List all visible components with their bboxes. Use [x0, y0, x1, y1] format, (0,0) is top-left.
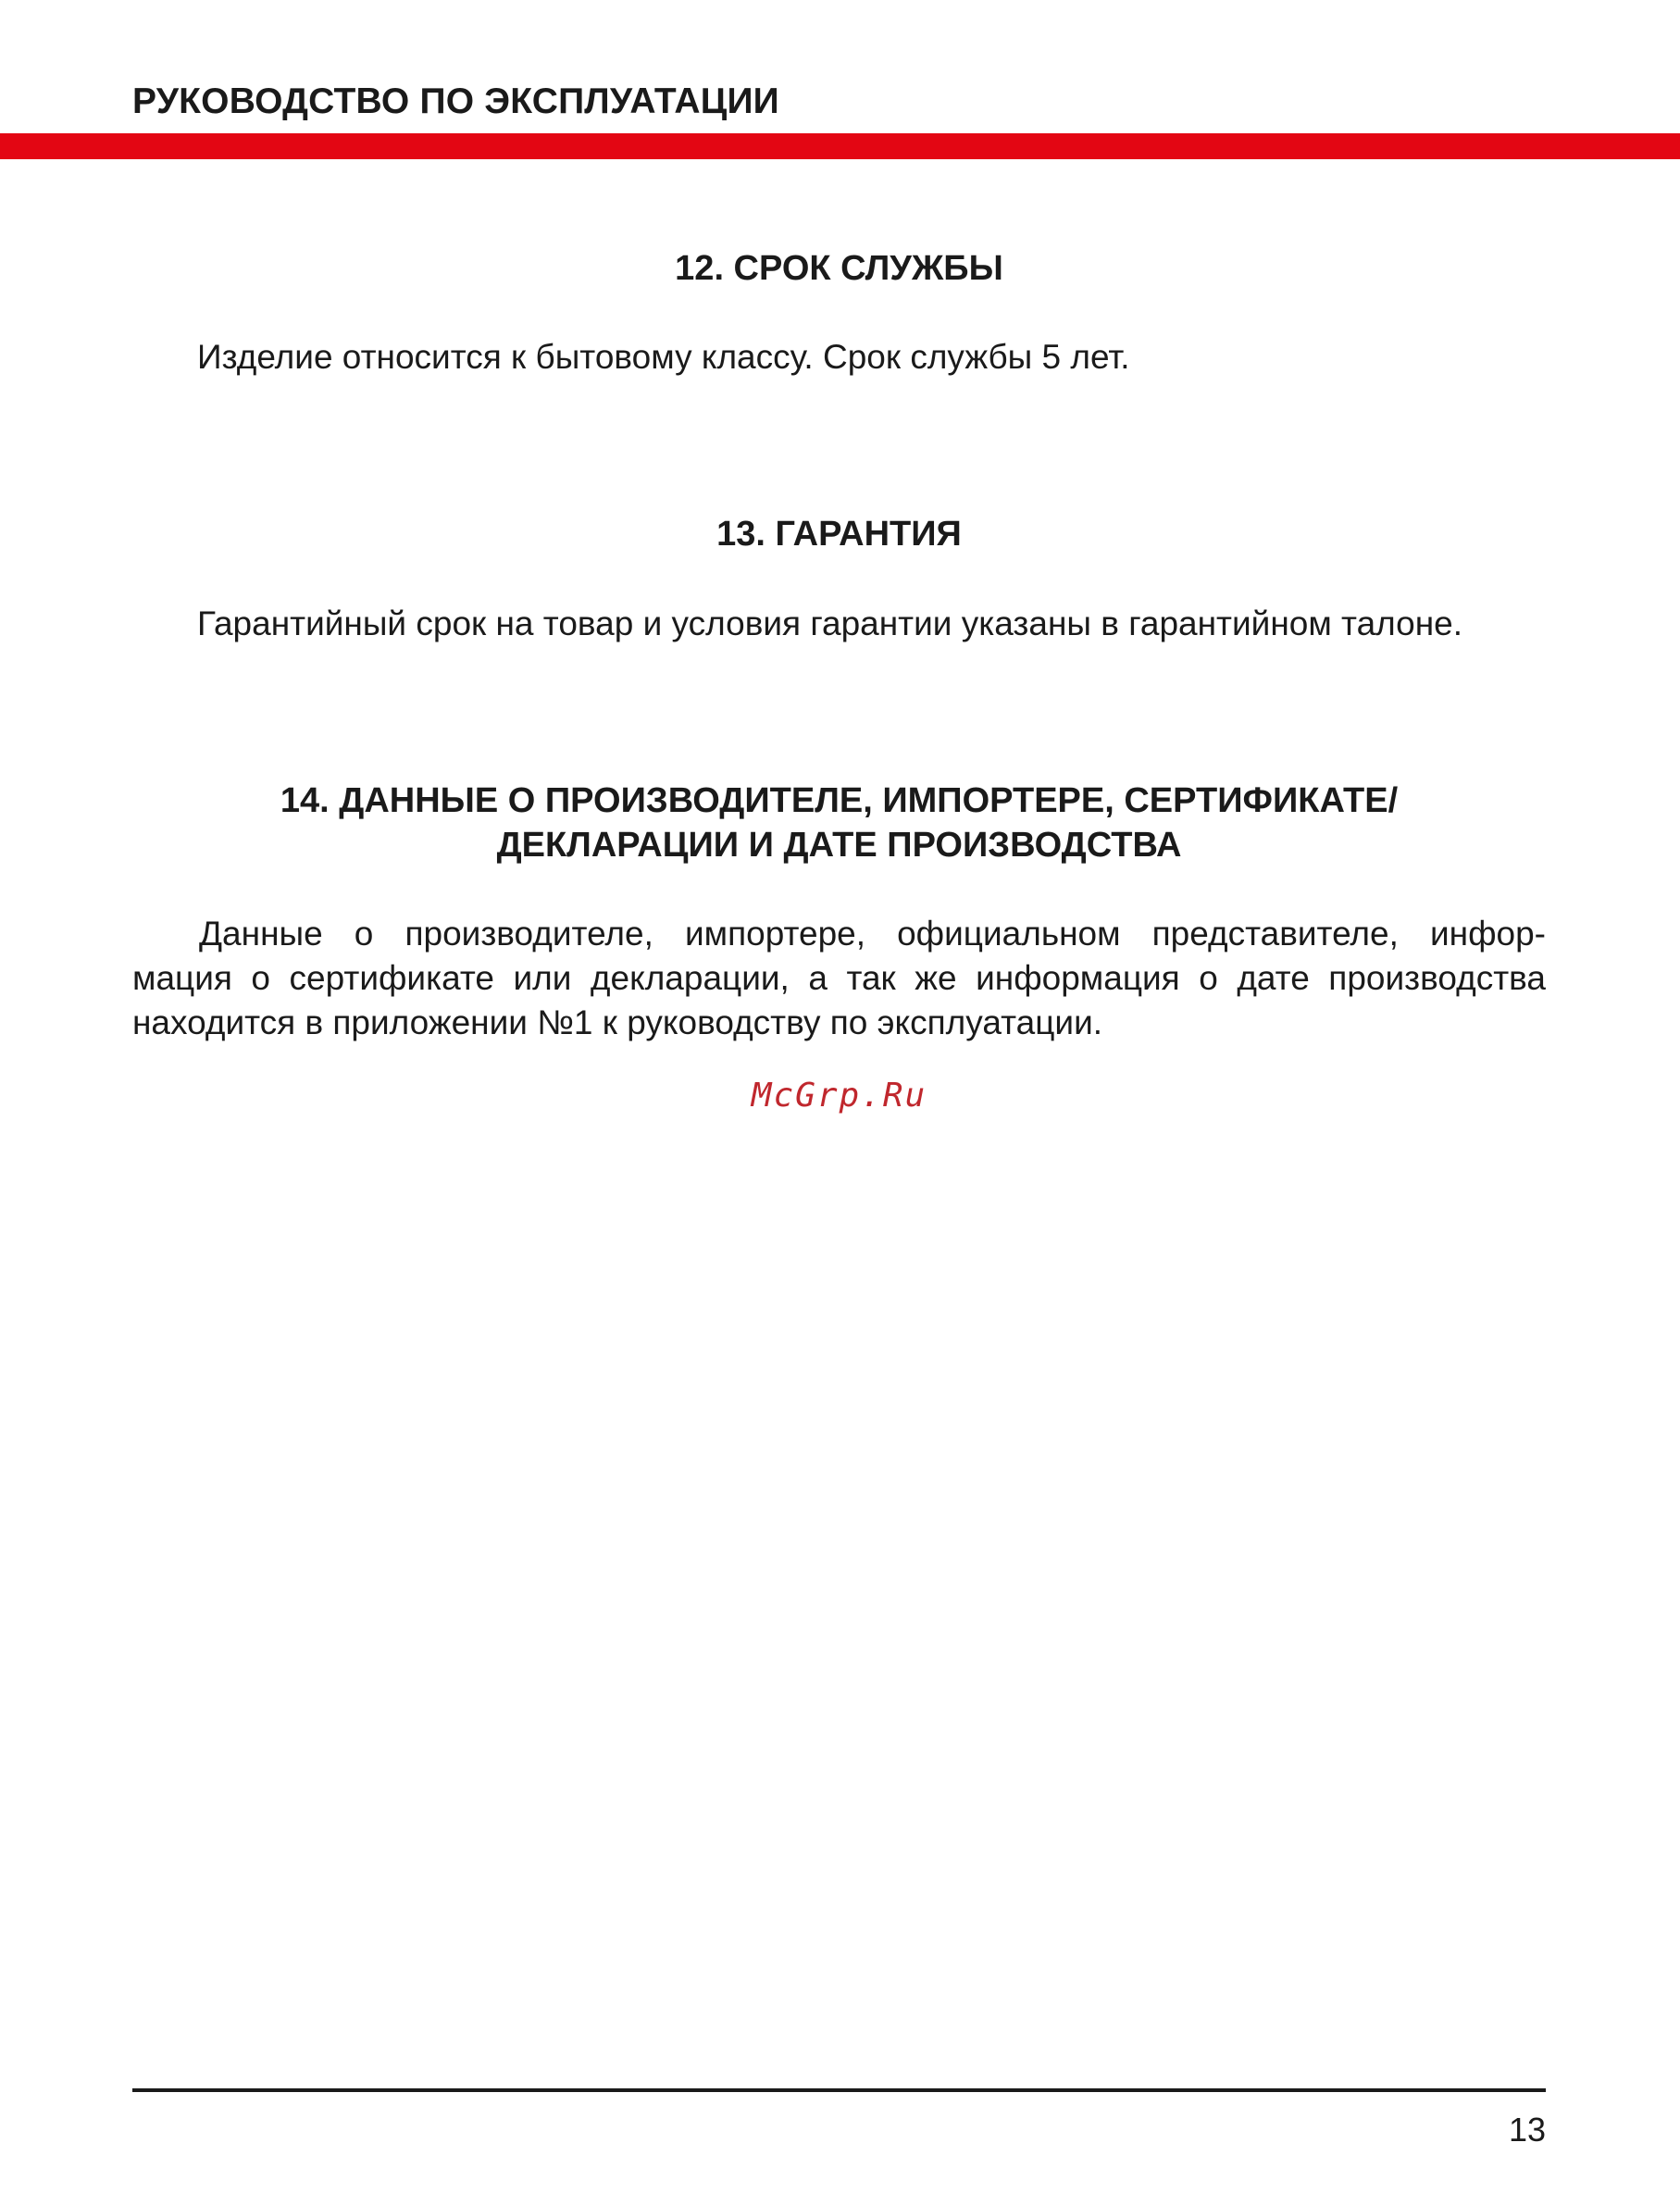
section-13-text: Гарантийный срок на товар и условия гарантии указаны в гарантийном талоне. — [197, 604, 1463, 642]
section-13-heading: 13. ГАРАНТИЯ — [716, 515, 962, 554]
paragraph-line: находится в приложении №1 к руководству по эксплуатации. — [132, 1003, 1103, 1041]
section-14-heading-line-1: 14. ДАННЫЕ О ПРОИЗВОДИТЕЛЕ, ИМПОРТЕРЕ, СЕРТИФИКАТЕ/ — [280, 781, 1399, 820]
paragraph-line: Данные о производителе, импортере, официальном представителе, инфор- — [199, 915, 1546, 953]
footer-divider — [132, 2088, 1546, 2092]
section-14-paragraph — [132, 912, 1546, 1045]
section-14-heading — [132, 779, 1546, 867]
page-number: 13 — [1508, 2111, 1546, 2149]
section-12-heading: 12. СРОК СЛУЖБЫ — [675, 249, 1003, 288]
paragraph-line: мация о сертификате или декларации, а так же информация о дате производства — [132, 959, 1546, 997]
section-12-text: Изделие относится к бытовому классу. Срок службы 5 лет. — [197, 338, 1130, 376]
page-header-title: РУКОВОДСТВО ПО ЭКСПЛУАТАЦИИ — [132, 81, 779, 121]
header-red-bar — [0, 133, 1680, 159]
section-14-heading-line-2: ДЕКЛАРАЦИИ И ДАТЕ ПРОИЗВОДСТВА — [496, 826, 1182, 865]
watermark-text: McGrp.Ru — [751, 1077, 927, 1115]
